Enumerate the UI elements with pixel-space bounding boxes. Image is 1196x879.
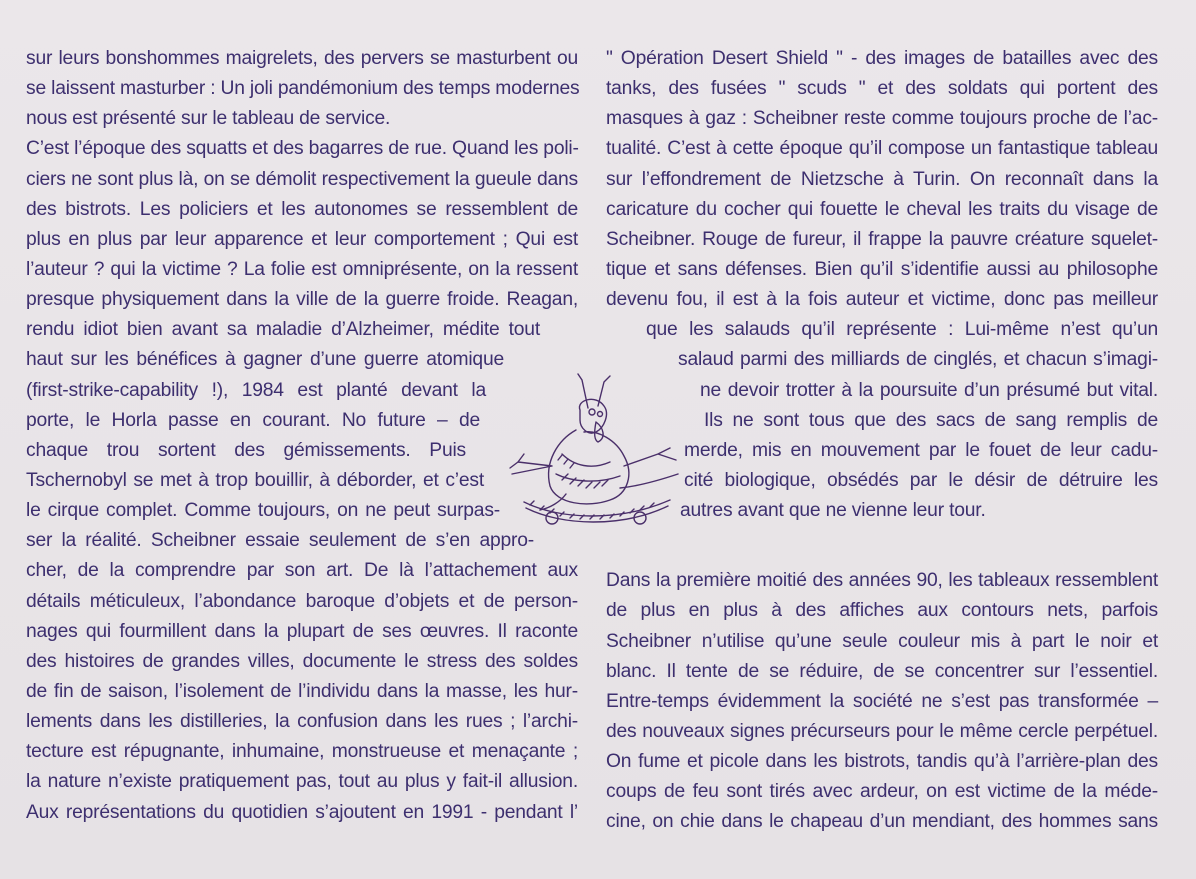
text-line: " Opération Desert Shield " - des images de batailles avec des: [606, 48, 1158, 69]
text-line: cité biologique, obsédés par le désir de détruire les: [684, 469, 1158, 491]
text-line: haut sur les bénéfices à gagner d’une guerre atomique: [26, 349, 504, 371]
text-line: cher, de la comprendre par son art. De là l’attachement aux: [26, 560, 578, 582]
text-line: des nouveaux signes précurseurs pour le même cercle perpétuel.: [606, 720, 1158, 742]
text-line: détails méticuleux, l’abondance baroque d’objets et de person-: [26, 590, 578, 612]
text-line: plus en plus par leur apparence et leur comportement ; Qui est: [26, 228, 578, 250]
text-line: que les salauds qu’il représente : Lui-même n’est qu’un: [646, 319, 1158, 341]
text-line: cine, on chie dans le chapeau d’un mendiant, des hommes sans: [606, 811, 1158, 833]
text-line: nages qui fourmillent dans la plupart de ses œuvres. Il raconte: [26, 620, 578, 642]
text-line: des bistrots. Les policiers et les autonomes se ressemblent de: [26, 198, 578, 220]
text-line: devenu fou, il est à la fois auteur et victime, donc pas meilleur: [606, 289, 1158, 311]
text-line: autres avant que ne vienne leur tour.: [680, 500, 986, 522]
text-line: tique et sans défenses. Bien qu’il s’identifie aussi au philosophe: [606, 258, 1158, 280]
text-line: Ils ne sont tous que des sacs de sang remplis de: [704, 409, 1158, 431]
text-line: salaud parmi des milliards de cinglés, et chacun s’imagi-: [678, 349, 1158, 371]
text-line: tanks, des fusées " scuds " et des soldats qui portent des: [606, 78, 1158, 100]
text-line: Entre-temps évidemment la société ne s’est pas transformée –: [606, 690, 1158, 712]
text-line: l’auteur ? qui la victime ? La folie est omniprésente, on la ressent: [26, 258, 578, 280]
text-line: presque physiquement dans la ville de la guerre froide. Reagan,: [26, 289, 578, 311]
text-line: coups de feu sont tirés avec ardeur, on est victime de la méde-: [606, 781, 1158, 803]
text-line: C’est l’époque des squatts et des bagarres de rue. Quand les poli-: [26, 138, 579, 160]
text-line: sur leurs bonshommes maigrelets, des pervers se masturbent ou: [26, 48, 578, 69]
text-line: Aux représentations du quotidien s’ajoutent en 1991 - pendant l’: [26, 801, 578, 823]
text-line: ne devoir trotter à la poursuite d’un présumé but vital.: [700, 379, 1158, 401]
text-line: Scheibner. Rouge de fureur, il frappe la pauvre créature squelet-: [606, 228, 1158, 250]
text-line: masques à gaz : Scheibner reste comme toujours proche de l’ac-: [606, 108, 1158, 130]
text-line: ser la réalité. Scheibner essaie seulement de s’en appro-: [26, 530, 534, 552]
text-line: porte, le Horla passe en courant. No future – de: [26, 409, 480, 431]
text-line: Dans la première moitié des années 90, les tableaux ressemblent: [606, 570, 1158, 592]
text-line: des histoires de grandes villes, documente le stress des soldes: [26, 650, 578, 672]
text-line: de plus en plus à des affiches aux contours nets, parfois: [606, 600, 1158, 622]
text-line: Tschernobyl se met à trop bouillir, à déborder, et c’est: [26, 469, 484, 491]
text-line: lements dans les distilleries, la confusion dans les rues ; l’archi-: [26, 711, 578, 733]
text-line: merde, mis en mouvement par le fouet de leur cadu-: [684, 439, 1158, 461]
text-line: blanc. Il tente de se réduire, de se concentrer sur l’essentiel.: [606, 660, 1158, 682]
text-line: la nature n’existe pratiquement pas, tout au plus y fait-il allusion.: [26, 771, 578, 793]
left-column: [26, 44, 578, 828]
text-line: Scheibner n’utilise qu’une seule couleur mis à part le noir et: [606, 630, 1158, 652]
text-line: tualité. C’est à cette époque qu’il compose un fantastique tableau: [606, 138, 1158, 160]
text-line: tecture est répugnante, inhumaine, monstrueuse et menaçante ;: [26, 741, 578, 763]
text-line: caricature du cocher qui fouette le cheval les traits du visage de: [606, 198, 1158, 220]
text-line: On fume et picole dans les bistrots, tandis qu’à l’arrière-plan des: [606, 751, 1158, 773]
paragraph-gap: [606, 526, 1158, 566]
text-line: chaque trou sortent des gémissements. Puis: [26, 439, 466, 461]
text-line: se laissent masturber : Un joli pandémonium des temps modernes: [26, 78, 580, 100]
text-line: (first-strike-capability !), 1984 est planté devant la: [26, 379, 486, 401]
text-line: ciers ne sont plus là, on se démolit respectivement la gueule dans: [26, 168, 578, 190]
text-line: nous est présenté sur le tableau de service.: [26, 108, 391, 130]
text-line: de fin de saison, l’isolement de l’individu dans la masse, les hur-: [26, 680, 578, 702]
text-line: le cirque complet. Comme toujours, on ne peut surpas-: [26, 500, 500, 522]
text-line: sur l’effondrement de Nietzsche à Turin. On reconnaît dans la: [606, 168, 1158, 190]
skateboard-creature-drawing: [500, 370, 690, 530]
text-line: rendu idiot bien avant sa maladie d’Alzheimer, médite tout: [26, 319, 540, 341]
